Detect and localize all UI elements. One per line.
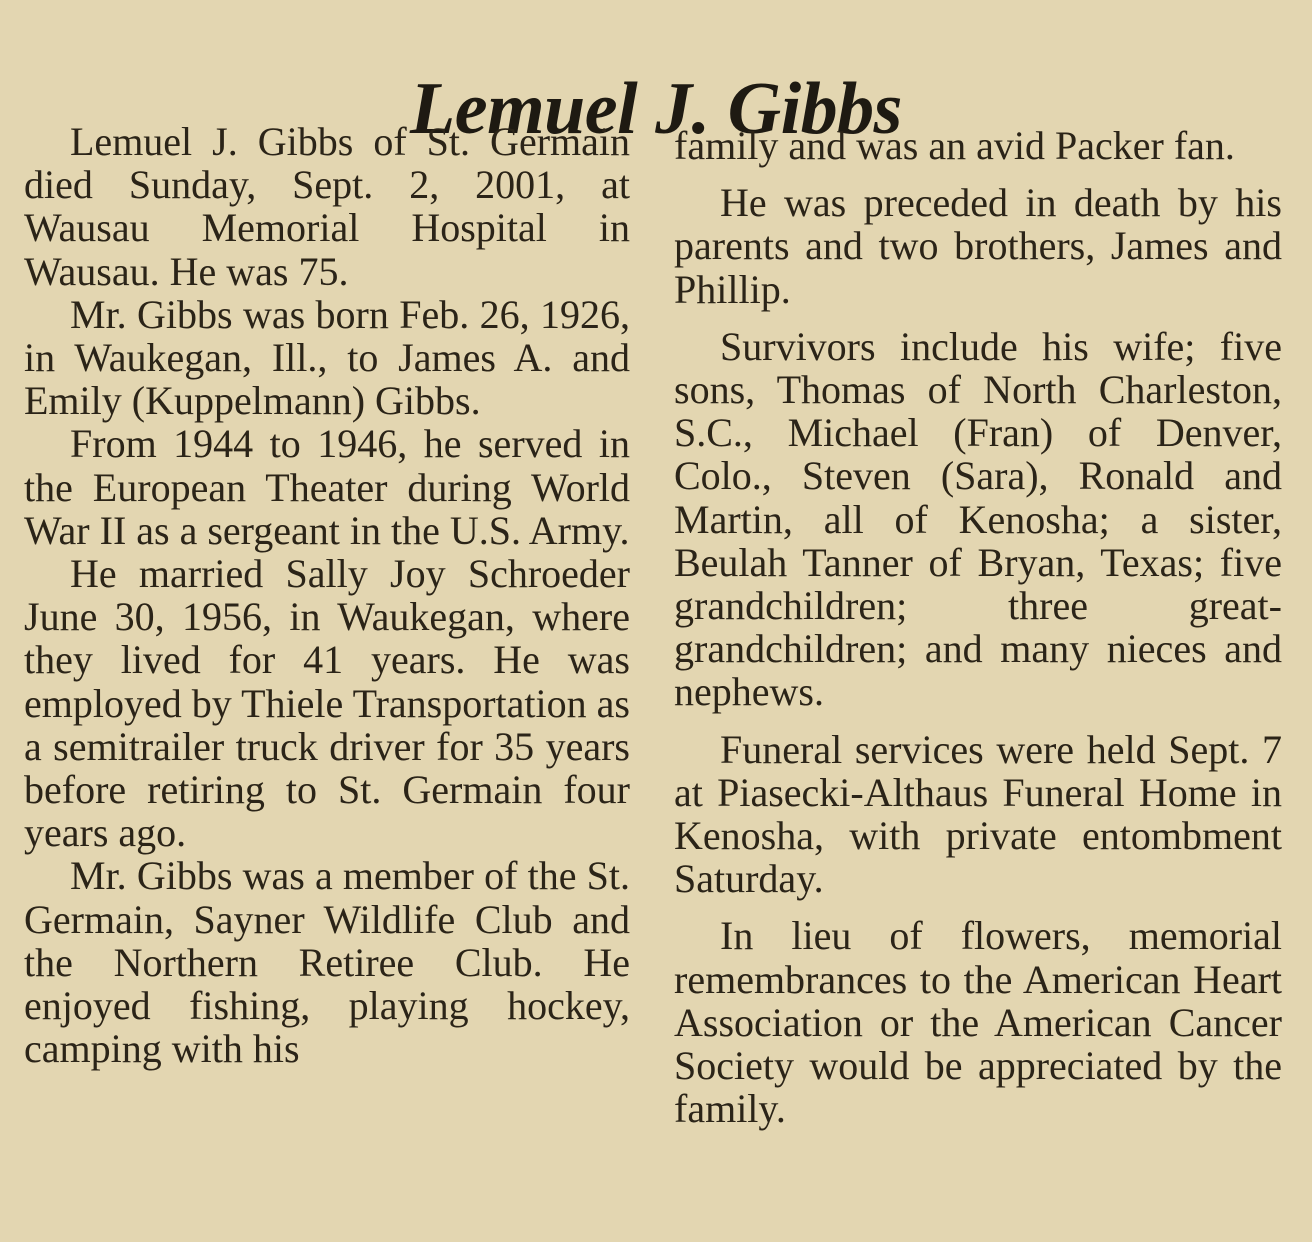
paragraph-continued: family and was an avid Packer fan.: [674, 123, 1235, 168]
paragraph-military-service: From 1944 to 1946, he served in the European Theater during World War II as a sergeant in the U.S. Army.: [24, 421, 630, 553]
left-column: [24, 120, 630, 1070]
paragraph-funeral: Funeral services were held Sept. 7 at Piasecki-Althaus Funeral Home in Kenosha, with private entombment Saturday.: [674, 726, 1282, 902]
obituary-headline: Lemuel J. Gibbs: [410, 67, 902, 150]
paragraph-preceded-in-death: He was preceded in death by his parents and two brothers, James and Phillip.: [674, 180, 1282, 312]
paragraph-death-notice: Lemuel J. Gibbs of St. Germain died Sunday, Sept. 2, 2001, at Wausau Memorial Hospital in Wausau. He was 75.: [24, 119, 630, 294]
paragraph-survivors: Survivors include his wife; five sons, Thomas of North Charleston, S.C., Michael (Fran) of Denver, Colo., Steven (Sara), Ronald and Martin, all of Kenosha; a sister, Beulah Tanner of Bryan, Texas; five grandchildren; three great-grandchildren; and many nieces and nephews.: [674, 323, 1282, 715]
paragraph-memorials: In lieu of flowers, memorial remembrances to the American Heart Association or the American Cancer Society would be appreciated by the family.: [674, 913, 1282, 1132]
right-column: [674, 124, 1282, 1130]
paragraph-marriage-career: He married Sally Joy Schroeder June 30, 1956, in Waukegan, where they lived for 41 years. He was employed by Thiele Transportation as a semitrailer truck driver for 35 years before retiring to St. Germain four years ago.: [24, 551, 630, 856]
paragraph-memberships: Mr. Gibbs was a member of the St. Germain, Sayner Wildlife Club and the Northern Retiree Club. He enjoyed fishing, playing hockey, camping with his: [24, 853, 630, 1072]
paragraph-birth: Mr. Gibbs was born Feb. 26, 1926, in Waukegan, Ill., to James A. and Emily (Kuppelmann) Gibbs.: [24, 291, 630, 424]
